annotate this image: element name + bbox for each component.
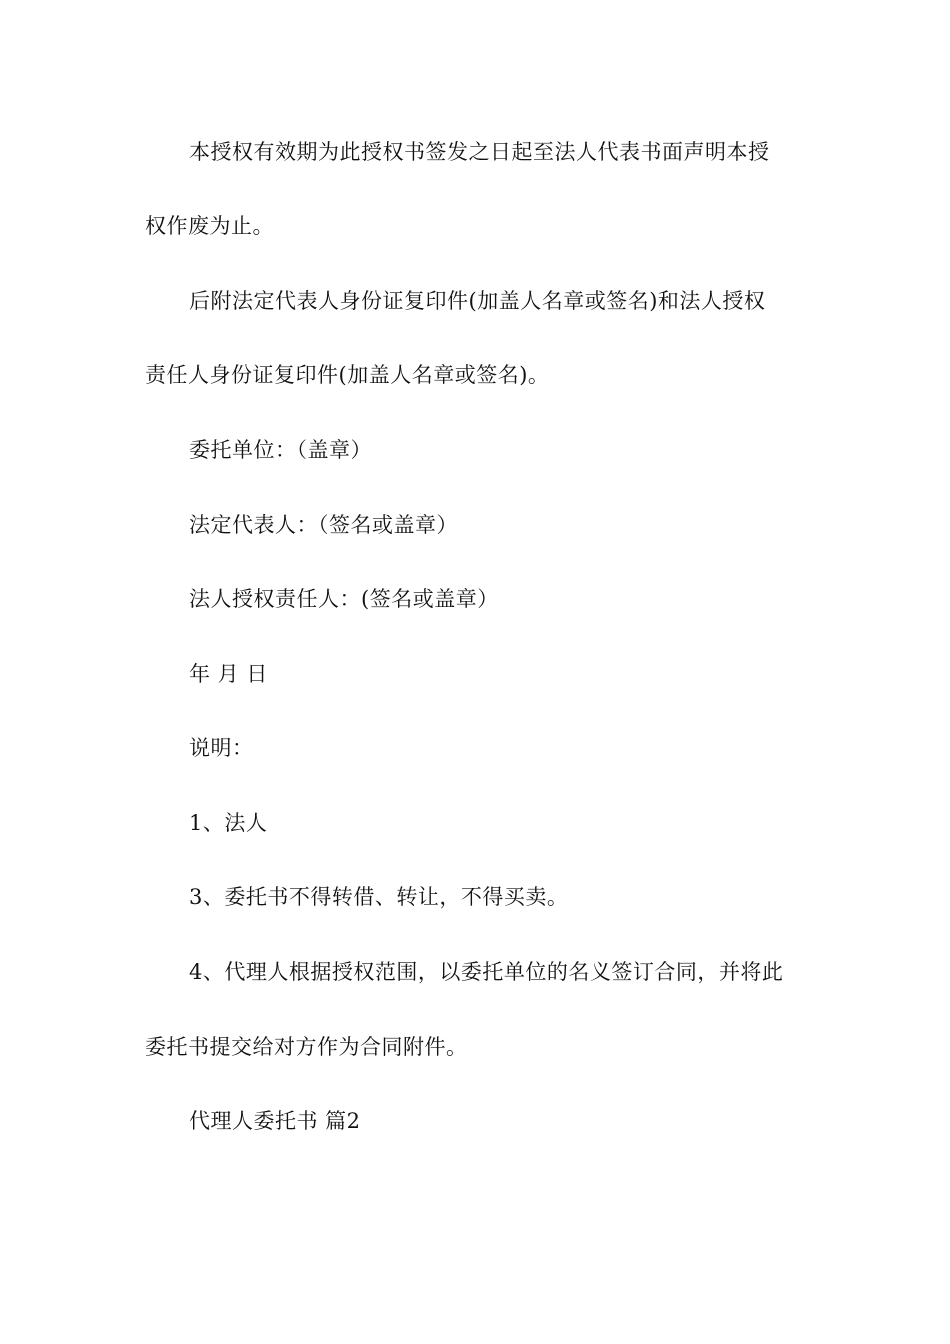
legal-representative-line: 法定代表人：（签名或盖章） [189, 513, 458, 537]
validity-paragraph-line-1: 本授权有效期为此授权书签发之日起至法人代表书面声明本授 [189, 140, 770, 164]
note-item-4-line-1: 4、代理人根据授权范围，以委托单位的名义签订合同，并将此 [189, 960, 784, 984]
section-title: 代理人委托书 篇2 [189, 1109, 361, 1133]
authorized-person-line: 法人授权责任人：(签名或盖章） [189, 587, 499, 611]
note-item-3: 3、委托书不得转借、转让，不得买卖。 [189, 885, 569, 909]
attachment-paragraph-line-2: 责任人身份证复印件(加盖人名章或签名)。 [145, 363, 550, 387]
note-item-4-line-2: 委托书提交给对方作为合同附件。 [145, 1035, 468, 1059]
entrusting-unit-line: 委托单位：（盖章） [189, 438, 372, 462]
notes-heading: 说明： [189, 736, 254, 760]
note-item-1: 1、法人 [189, 811, 268, 835]
validity-paragraph-line-2: 权作废为止。 [145, 214, 274, 238]
date-line: 年 月 日 [189, 662, 268, 686]
attachment-paragraph-line-1: 后附法定代表人身份证复印件(加盖人名章或签名)和法人授权 [189, 289, 766, 313]
